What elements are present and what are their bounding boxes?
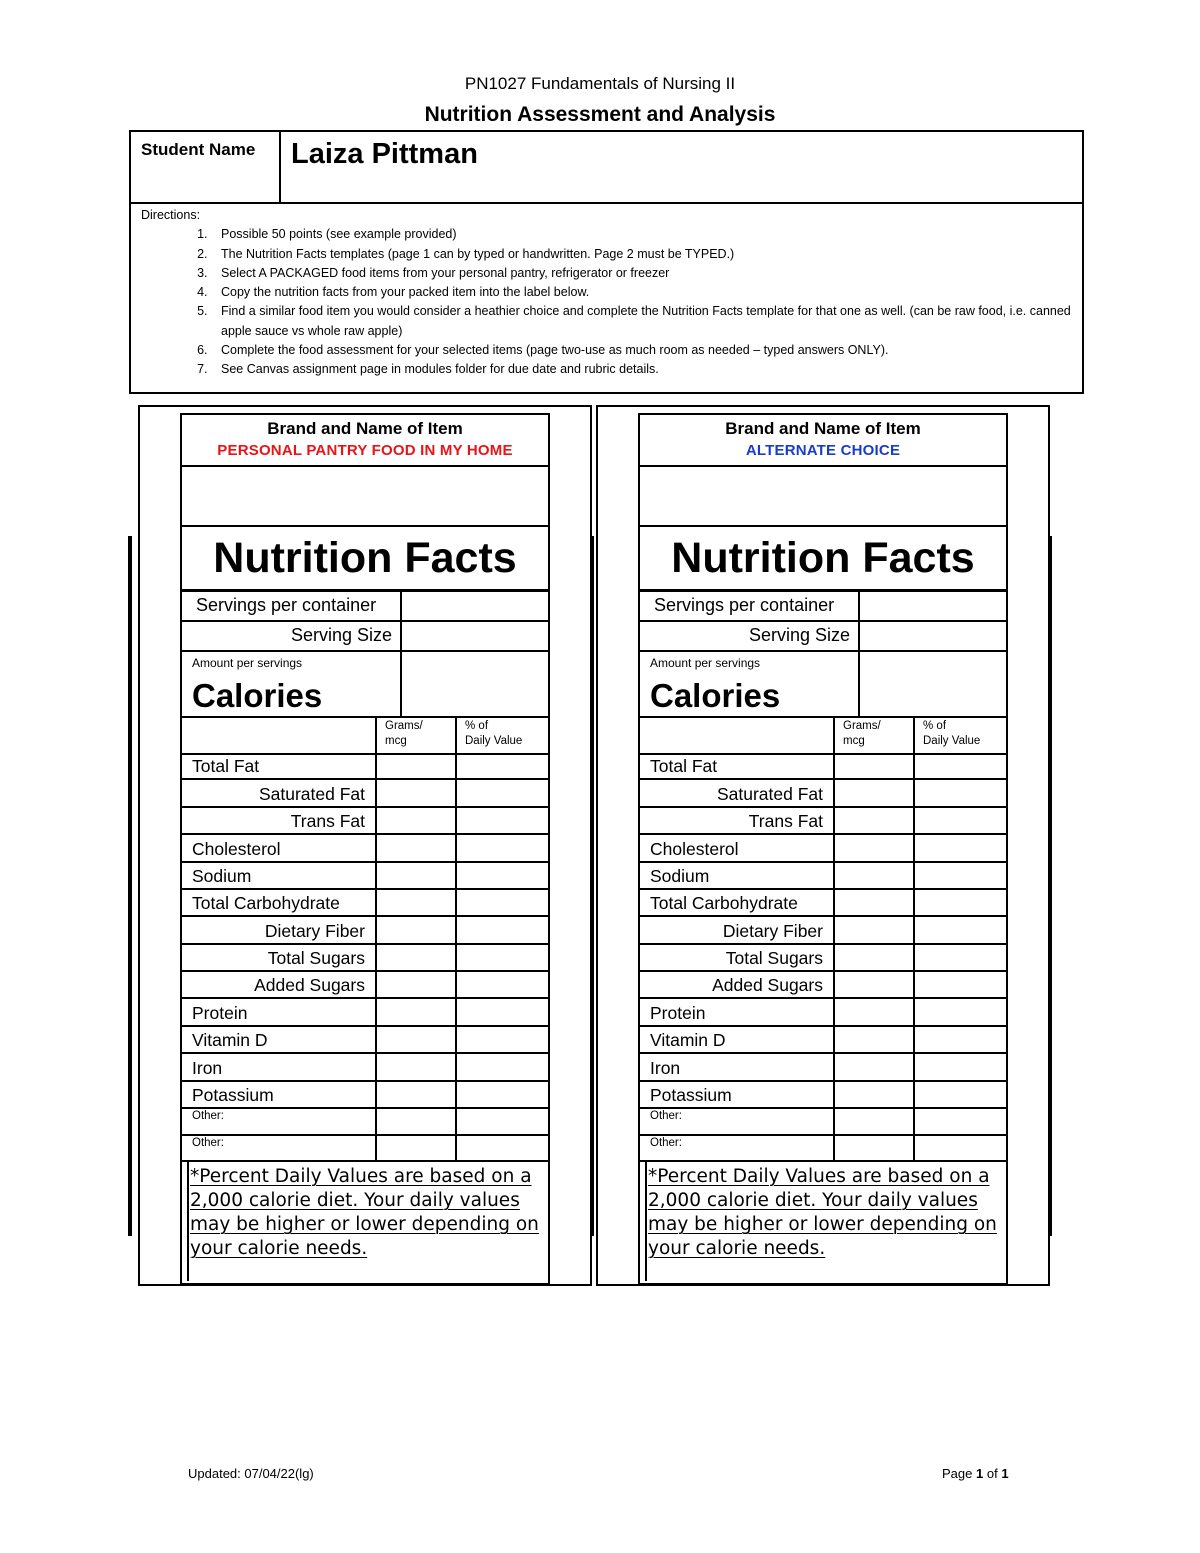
- student-info-box: [129, 130, 1084, 394]
- nutrient-row-cholesterol: [182, 835, 548, 863]
- nutrient-row-total-sugars: [640, 945, 1006, 972]
- grams-header-line: Grams/: [385, 720, 423, 732]
- serving-size-label: Serving Size: [748, 625, 850, 645]
- nutrient-row-other-1: [640, 1109, 1006, 1136]
- grams-value-field[interactable]: [377, 1027, 455, 1052]
- nutrition-facts-title: Nutrition Facts: [671, 534, 975, 582]
- direction-item: 6. Complete the food assessment for your selected items (page two-use as much room as needed – typed answers ONLY).: [211, 341, 1071, 360]
- daily-value-field[interactable]: [457, 780, 548, 806]
- nutrient-row-potassium: [640, 1082, 1006, 1109]
- nutrient-label: Protein: [192, 1003, 248, 1023]
- of-word: of: [986, 1466, 998, 1481]
- daily-value-field[interactable]: [457, 863, 548, 888]
- servings-value-field[interactable]: [402, 592, 548, 620]
- page-total: 1: [1001, 1466, 1009, 1481]
- nutrient-label: Other:: [650, 1110, 682, 1122]
- nutrient-label: Sodium: [650, 866, 710, 886]
- calories-label: Calories: [192, 677, 323, 714]
- daily-value-field[interactable]: [457, 945, 548, 970]
- grams-value-field[interactable]: [835, 1082, 913, 1107]
- nutrient-label: Other:: [192, 1110, 224, 1122]
- serving-size-value-field[interactable]: [402, 622, 548, 650]
- nutrient-row-total-carbohydrate: [182, 890, 548, 917]
- grams-value-field[interactable]: [835, 972, 913, 997]
- grams-value-field[interactable]: [377, 945, 455, 970]
- nutrient-row-trans-fat: [182, 808, 548, 835]
- amount-per-servings-label: Amount per servings: [192, 656, 303, 670]
- grams-value-field[interactable]: [835, 1109, 913, 1134]
- student-name-value[interactable]: Laiza Pittman: [291, 138, 478, 170]
- nutrient-label: Total Carbohydrate: [650, 893, 798, 913]
- page-word: Page: [942, 1466, 973, 1481]
- nutrient-row-sodium: [640, 863, 1006, 890]
- nutrient-label: Saturated Fat: [258, 784, 365, 804]
- daily-value-field[interactable]: [457, 835, 548, 861]
- grid-line: [913, 718, 915, 753]
- grid-line: [833, 718, 835, 753]
- nutrient-row-other-1: [182, 1109, 548, 1136]
- nutrient-row-other-2: [640, 1136, 1006, 1162]
- daily-value-field[interactable]: [915, 945, 1006, 970]
- nutrient-row-cholesterol: [640, 835, 1006, 863]
- daily-value-footnote: *Percent Daily Values are based on a 2,000 calorie diet. Your daily values may be higher or lower depending on your calorie needs.: [648, 1166, 997, 1259]
- servings-row: [640, 592, 1006, 622]
- nutrient-row-other-2: [182, 1136, 548, 1162]
- servings-label: Servings per container: [654, 595, 835, 615]
- grams-header-line: Grams/: [843, 720, 881, 732]
- grams-value-field[interactable]: [835, 863, 913, 888]
- grid-line: [375, 718, 377, 753]
- nutrient-label: Iron: [650, 1058, 681, 1078]
- daily-value-field[interactable]: [457, 917, 548, 943]
- daily-value-field[interactable]: [457, 890, 548, 915]
- column-header-row: [640, 718, 1006, 755]
- daily-value-field[interactable]: [457, 1109, 548, 1134]
- direction-item: 2. The Nutrition Facts templates (page 1 can by typed or handwritten. Page 2 must be TYPED.): [211, 245, 1071, 264]
- grams-header-line: mcg: [385, 735, 407, 747]
- direction-item: 3. Select A PACKAGED food items from your personal pantry, refrigerator or freezer: [211, 264, 1071, 283]
- daily-value-field[interactable]: [457, 808, 548, 833]
- daily-value-field[interactable]: [915, 1027, 1006, 1052]
- nutrient-row-sodium: [182, 863, 548, 890]
- daily-value-field[interactable]: [457, 1027, 548, 1052]
- calories-row: [640, 652, 1006, 718]
- serving-size-row: [182, 622, 548, 652]
- dv-header-line: % of: [923, 720, 947, 732]
- nutrient-row-iron: [182, 1054, 548, 1082]
- dv-header-line: Daily Value: [923, 735, 981, 747]
- name-divider: [279, 132, 281, 202]
- daily-value-field[interactable]: [915, 999, 1006, 1025]
- nutrient-label: Dietary Fiber: [264, 921, 365, 941]
- direction-item: 1. Possible 50 points (see example provided): [211, 225, 1071, 244]
- nutrient-label: Added Sugars: [712, 975, 823, 995]
- nutrient-row-dietary-fiber: [182, 917, 548, 945]
- nutrient-label: Saturated Fat: [716, 784, 823, 804]
- grams-value-field[interactable]: [835, 1136, 913, 1160]
- daily-value-field[interactable]: [915, 780, 1006, 806]
- dv-header-line: Daily Value: [465, 735, 523, 747]
- document-title: Nutrition Assessment and Analysis: [424, 103, 776, 126]
- nutrient-row-saturated-fat: [182, 780, 548, 808]
- grams-value-field[interactable]: [377, 1136, 455, 1160]
- daily-value-column-header: [923, 719, 980, 749]
- nutrient-row-saturated-fat: [640, 780, 1006, 808]
- calories-value-field[interactable]: [860, 652, 1006, 716]
- ghost-bar: [128, 536, 132, 1236]
- nutrient-row-trans-fat: [640, 808, 1006, 835]
- brand-title: Brand and Name of Item: [725, 419, 921, 438]
- nutrient-row-iron: [640, 1054, 1006, 1082]
- footer-page: [942, 1466, 1009, 1481]
- nutrient-label: Potassium: [650, 1085, 732, 1105]
- nutrient-row-dietary-fiber: [640, 917, 1006, 945]
- daily-value-field[interactable]: [915, 752, 1006, 778]
- grid-line: [455, 718, 457, 753]
- daily-value-field[interactable]: [457, 1136, 548, 1160]
- grams-value-field[interactable]: [835, 835, 913, 861]
- daily-value-field[interactable]: [915, 1109, 1006, 1134]
- nutrient-label: Vitamin D: [650, 1030, 726, 1050]
- nutrient-label: Total Carbohydrate: [192, 893, 340, 913]
- student-name-row: [131, 132, 1082, 204]
- calories-row: [182, 652, 548, 718]
- directions-list: [141, 225, 1071, 379]
- daily-value-field[interactable]: [915, 1082, 1006, 1107]
- daily-value-field[interactable]: [915, 835, 1006, 861]
- daily-value-field[interactable]: [915, 863, 1006, 888]
- daily-value-footnote: *Percent Daily Values are based on a 2,000 calorie diet. Your daily values may be higher or lower depending on your calorie needs.: [190, 1166, 539, 1259]
- daily-value-field[interactable]: [457, 752, 548, 778]
- nutrient-label: Iron: [192, 1058, 223, 1078]
- nutrient-row-protein: [640, 999, 1006, 1027]
- daily-value-field[interactable]: [457, 1082, 548, 1107]
- brand-header: [182, 415, 548, 467]
- nutrition-label-alternate: [638, 413, 1008, 1285]
- calories-value-field[interactable]: [402, 652, 548, 716]
- grams-column-header: [843, 719, 881, 749]
- servings-row: [182, 592, 548, 622]
- grams-value-field[interactable]: [835, 780, 913, 806]
- daily-value-field[interactable]: [915, 1136, 1006, 1160]
- item-name-field[interactable]: [182, 467, 548, 527]
- student-name-label: Student Name: [141, 140, 256, 159]
- amount-per-servings-label: Amount per servings: [650, 656, 761, 670]
- nutrient-row-protein: [182, 999, 548, 1027]
- nutrient-row-added-sugars: [182, 972, 548, 999]
- direction-item: 4. Copy the nutrition facts from your packed item into the label below.: [211, 283, 1071, 302]
- serving-size-label: Serving Size: [290, 625, 392, 645]
- nutrition-facts-title: Nutrition Facts: [213, 534, 517, 582]
- daily-value-field[interactable]: [915, 917, 1006, 943]
- dv-header-line: % of: [465, 720, 489, 732]
- nutrient-label: Cholesterol: [650, 839, 739, 859]
- daily-value-column-header: [465, 719, 522, 749]
- grams-value-field[interactable]: [835, 999, 913, 1025]
- grams-value-field[interactable]: [835, 917, 913, 943]
- nutrient-row-vitamin-d: [182, 1027, 548, 1054]
- nutrient-label: Total Fat: [650, 756, 718, 776]
- grams-value-field[interactable]: [377, 1109, 455, 1134]
- nutrient-row-vitamin-d: [640, 1027, 1006, 1054]
- daily-value-field[interactable]: [457, 972, 548, 997]
- daily-value-field[interactable]: [915, 808, 1006, 833]
- grams-value-field[interactable]: [377, 863, 455, 888]
- nutrient-label: Sodium: [192, 866, 252, 886]
- grams-header-line: mcg: [843, 735, 865, 747]
- serving-size-row: [640, 622, 1006, 652]
- grams-value-field[interactable]: [377, 999, 455, 1025]
- nutrient-label: Trans Fat: [748, 811, 823, 831]
- nutrient-label: Potassium: [192, 1085, 274, 1105]
- grams-value-field[interactable]: [835, 1027, 913, 1052]
- grams-value-field[interactable]: [377, 972, 455, 997]
- servings-label: Servings per container: [196, 595, 377, 615]
- calories-label: Calories: [650, 677, 781, 714]
- brand-subtitle: PERSONAL PANTRY FOOD IN MY HOME: [217, 442, 513, 459]
- daily-value-field[interactable]: [915, 890, 1006, 915]
- nutrient-label: Total Sugars: [725, 948, 823, 968]
- grams-value-field[interactable]: [377, 752, 455, 778]
- nutrient-row-total-fat: [640, 752, 1006, 780]
- nutrient-label: Other:: [650, 1137, 682, 1149]
- grams-value-field[interactable]: [377, 835, 455, 861]
- nutrient-label: Protein: [650, 1003, 706, 1023]
- brand-title: Brand and Name of Item: [267, 419, 463, 438]
- nutrient-label: Total Sugars: [267, 948, 365, 968]
- daily-value-field[interactable]: [457, 999, 548, 1025]
- footer-updated: Updated: 07/04/22(lg): [188, 1466, 314, 1481]
- nutrient-label: Dietary Fiber: [722, 921, 823, 941]
- daily-value-field[interactable]: [457, 1054, 548, 1080]
- grams-value-field[interactable]: [835, 752, 913, 778]
- daily-value-field[interactable]: [915, 972, 1006, 997]
- nutrient-label: Vitamin D: [192, 1030, 268, 1050]
- footnote-tick: [187, 1161, 189, 1281]
- direction-item: 7. See Canvas assignment page in modules folder for due date and rubric details.: [211, 360, 1071, 379]
- page-number: 1: [976, 1466, 984, 1481]
- servings-value-field[interactable]: [860, 592, 1006, 620]
- nutrient-row-total-sugars: [182, 945, 548, 972]
- grams-value-field[interactable]: [835, 890, 913, 915]
- nutrition-label-personal: [180, 413, 550, 1285]
- nutrient-label: Other:: [192, 1137, 224, 1149]
- grams-value-field[interactable]: [835, 945, 913, 970]
- nutrient-label: Total Fat: [192, 756, 260, 776]
- daily-value-field[interactable]: [915, 1054, 1006, 1080]
- grams-value-field[interactable]: [835, 808, 913, 833]
- grams-value-field[interactable]: [377, 1082, 455, 1107]
- column-header-row: [182, 718, 548, 755]
- course-title: PN1027 Fundamentals of Nursing II: [464, 74, 736, 93]
- nutrient-label: Cholesterol: [192, 839, 281, 859]
- footnote-tick: [645, 1161, 647, 1281]
- nutrient-row-potassium: [182, 1082, 548, 1109]
- grams-value-field[interactable]: [377, 917, 455, 943]
- nutrient-label: Trans Fat: [290, 811, 365, 831]
- brand-header: [640, 415, 1006, 467]
- nutrient-label: Added Sugars: [254, 975, 365, 995]
- grams-column-header: [385, 719, 423, 749]
- nutrient-row-total-fat: [182, 752, 548, 780]
- grams-value-field[interactable]: [377, 890, 455, 915]
- directions: [141, 206, 1071, 380]
- nutrient-row-added-sugars: [640, 972, 1006, 999]
- serving-size-value-field[interactable]: [860, 622, 1006, 650]
- grams-value-field[interactable]: [377, 1054, 455, 1080]
- directions-heading: Directions:: [141, 208, 201, 222]
- grams-value-field[interactable]: [377, 808, 455, 833]
- item-name-field[interactable]: [640, 467, 1006, 527]
- grams-value-field[interactable]: [377, 780, 455, 806]
- grams-value-field[interactable]: [835, 1054, 913, 1080]
- nutrient-row-total-carbohydrate: [640, 890, 1006, 917]
- direction-item: 5. Find a similar food item you would consider a heathier choice and complete the Nutrition Facts template for that one as well. (can be raw food, i.e. canned apple sauce vs whole raw apple): [211, 302, 1071, 341]
- brand-subtitle: ALTERNATE CHOICE: [745, 442, 901, 459]
